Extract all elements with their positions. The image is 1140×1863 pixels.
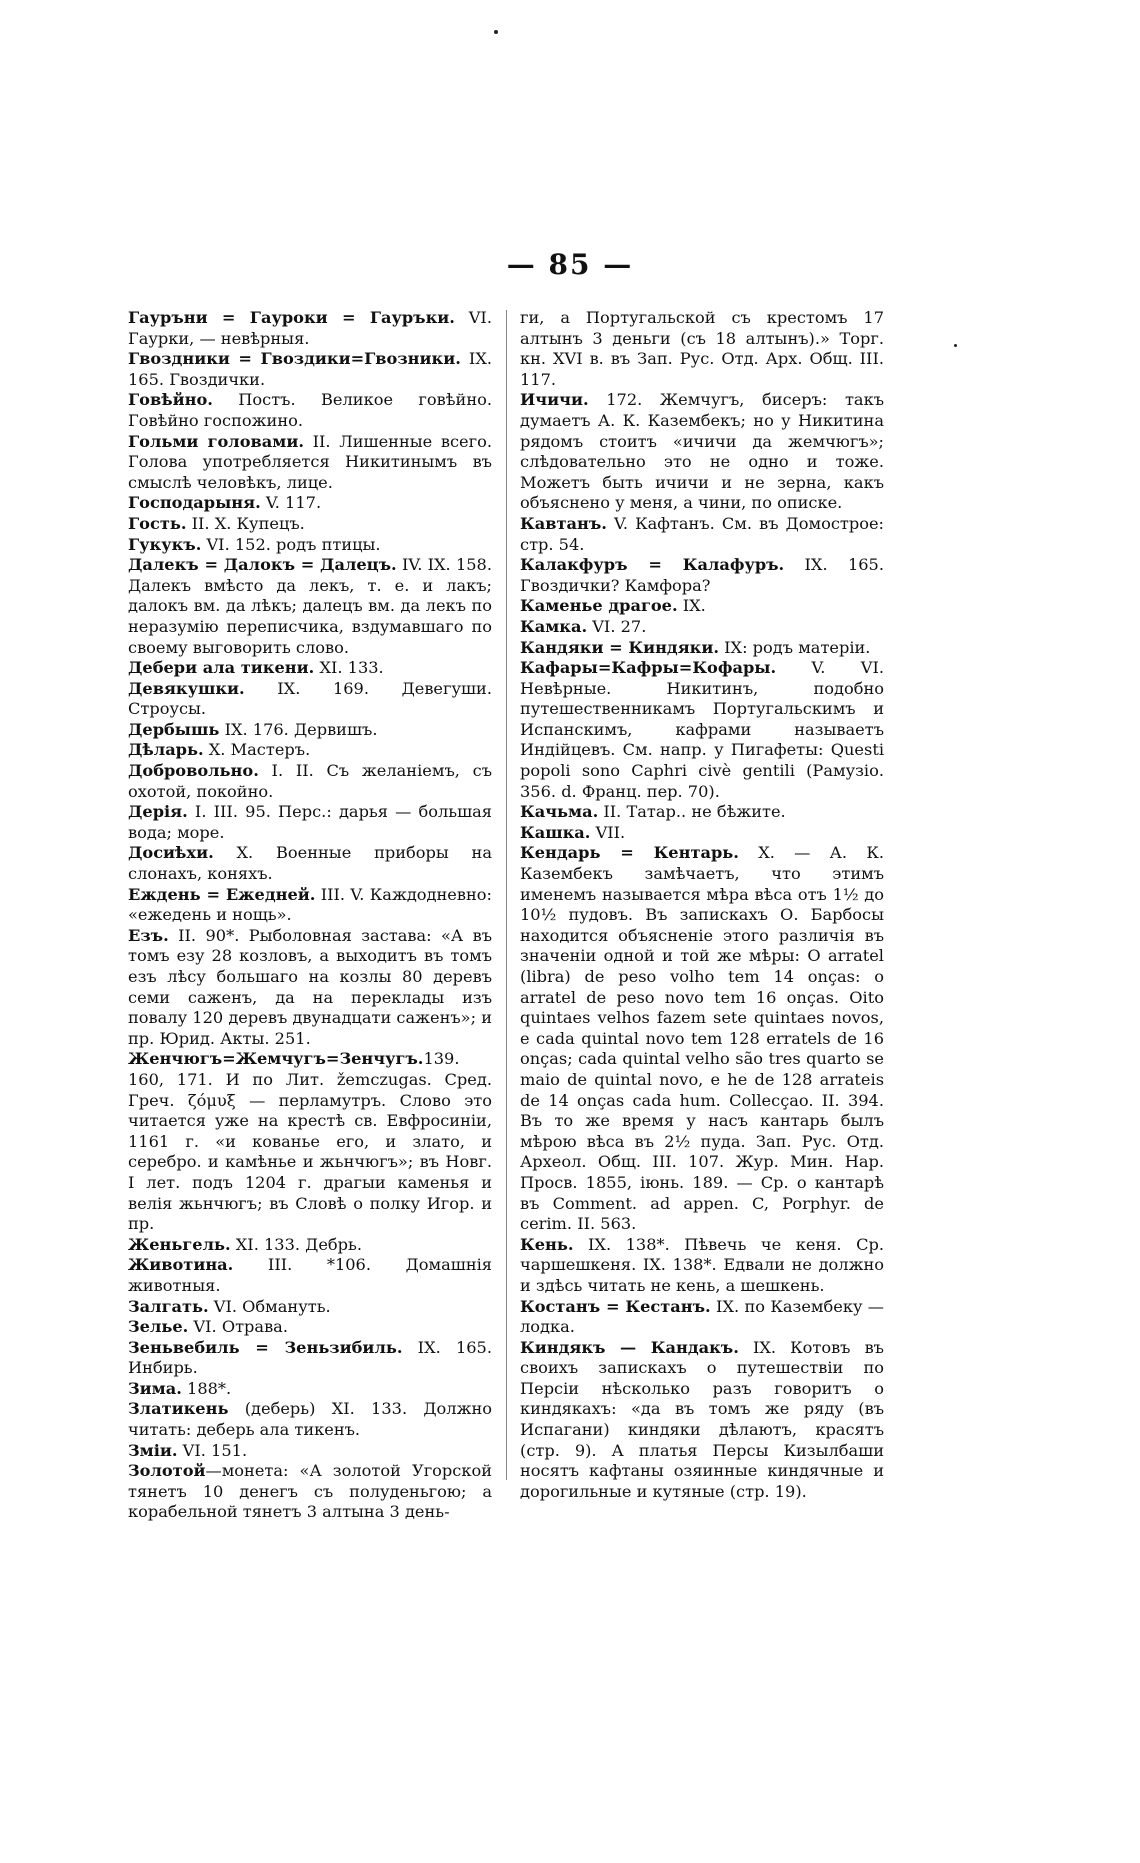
entry-definition: XI. 133. (314, 658, 384, 678)
entry-definition: VI. 27. (587, 616, 647, 636)
dictionary-entry (128, 1338, 492, 1379)
dictionary-entry (128, 926, 492, 1050)
entry-headword: Кашка. (520, 822, 591, 842)
entry-definition: IX. Котовъ въ своихъ запискахъ о путешествіи по Персіи нѣсколько разъ говоритъ о киндякахъ: «да въ томъ же ряду (въ Испагани) киндяки дѣлаютъ, красятъ (стр. 9). А платья Персы Кизылбаши носятъ кафтаны озяинные киндячные и дорогильные и кутяные (стр. 19). (520, 1337, 884, 1501)
entry-headword: Женьгель. (128, 1234, 231, 1254)
entry-headword: Киндякъ — Кандакъ. (520, 1337, 739, 1357)
page-number: — 85 — (506, 248, 634, 281)
entry-definition: I. III. 95. Перс.: дарья — большая вода; море. (128, 802, 492, 842)
entry-headword: Добровольно. (128, 761, 259, 781)
dictionary-entry (520, 823, 884, 844)
dictionary-entry (520, 308, 884, 390)
dictionary-entry (128, 802, 492, 843)
entry-definition: IX. 165. Инбирь. (128, 1337, 492, 1378)
dictionary-entry (128, 390, 492, 431)
entry-definition: III. *106. Домашнія животныя. (128, 1255, 492, 1295)
entry-definition: 139. 160, 171. И по Лит. žemczugas. Сред. Греч. ζόμυξ — перламутръ. Слово это читается уже на крестѣ св. Евфросиніи, 1161 г. «и кованье его, и злато, и серебро. и камѣнье и жьнчюгъ»; въ Новг. I лет. подъ 1204 г. драгыи каменья и велія жьнчюгъ; въ Словѣ о полку Игор. и пр. (128, 1049, 492, 1234)
entry-definition: VI. Обмануть. (208, 1296, 331, 1316)
dictionary-entry (520, 802, 884, 823)
entry-headword: Зеньвебиль = Зеньзибиль. (128, 1337, 403, 1357)
dictionary-entry (128, 740, 492, 761)
entry-definition: IX. 138*. Пѣвечь че кеня. Ср. чаршешкеня. IX. 138*. Едвали не должно и здѣсь читать не кень, а шешкень. (520, 1234, 884, 1295)
ink-speck (954, 344, 957, 347)
entry-headword: Животина. (128, 1255, 234, 1275)
dictionary-entry (128, 535, 492, 556)
entry-definition: VI. Гаурки, — невѣрныя. (128, 308, 492, 348)
entry-headword: Костанъ = Кестанъ. (520, 1296, 711, 1316)
dictionary-entry (128, 720, 492, 741)
entry-definition: ги, а Португальской съ крестомъ 17 алтынъ 3 деньги (съ 18 алтынъ).» Торг. кн. XVI в. въ Зап. Рус. Отд. Арх. Общ. III. 117. (520, 308, 884, 389)
entry-definition: II. Лишенные всего. Голова употребляется Никитинымъ въ смыслѣ человѣкъ, лице. (128, 431, 492, 492)
entry-definition: 188*. (181, 1378, 232, 1398)
dictionary-entry (520, 390, 884, 514)
entry-definition: II. X. Купецъ. (186, 513, 305, 533)
dictionary-entry (520, 843, 884, 1234)
entry-headword: Каменье драгое. (520, 596, 678, 616)
entry-headword: Кандяки = Киндяки. (520, 637, 720, 657)
entry-headword: Кавтанъ. (520, 513, 607, 533)
entry-headword: Зміи. (128, 1440, 178, 1460)
dictionary-entry (128, 308, 492, 349)
dictionary-entry (128, 843, 492, 884)
entry-definition: IX. 176. Дервишъ. (219, 719, 378, 739)
entry-definition: IX. 169. Девегуши. Строусы. (128, 678, 492, 719)
entry-headword: Еждень = Ежедней. (128, 884, 316, 904)
entry-definition: III. V. Каждодневно: «ежедень и нощь». (128, 884, 492, 925)
entry-headword: Езъ. (128, 925, 169, 945)
entry-definition: X. Военные приборы на слонахъ, коняхъ. (128, 843, 492, 884)
dictionary-entry (128, 432, 492, 494)
entry-headword: Гауръни = Гауроки = Гауръки. (128, 308, 455, 327)
entry-headword: Девякушки. (128, 678, 245, 698)
entry-definition: V. VI. Невѣрные. Никитинъ, подобно путешественникамъ Португальскимъ и Испанскимъ, кафрами называетъ Индійцевъ. См. напр. у Пигафеты: Questi popoli sono Caphri civè gentili (Рамузіо. 356. d. Франц. пер. 70). (520, 658, 884, 801)
entry-definition: X. Мастеръ. (203, 740, 311, 760)
entry-headword: Золотой (128, 1461, 206, 1481)
entry-definition: V. Кафтанъ. См. въ Домострое: стр. 54. (520, 513, 884, 554)
dictionary-entry (128, 761, 492, 802)
dictionary-entry (520, 658, 884, 802)
entry-definition: IV. IX. 158. Далекъ вмѣсто да лекъ, т. е. и лакъ; далокъ вм. да лѣкъ; далецъ вм. да лекъ по неразумію переписчика, вздумавшаго по своему выговорить слово. (128, 555, 492, 657)
dictionary-entry (520, 638, 884, 659)
entry-headword: Гукукъ. (128, 534, 202, 554)
entry-headword: Кафары=Кафры=Кофары. (520, 658, 777, 678)
dictionary-entry (128, 555, 492, 658)
dictionary-entry (128, 1317, 492, 1338)
entry-headword: Досиѣхи. (128, 843, 214, 863)
dictionary-entry (520, 596, 884, 617)
entry-definition: II. Татар.. не бѣжите. (598, 802, 786, 822)
entry-definition: VI. 151. (177, 1440, 248, 1460)
entry-definition: Постъ. Великое говѣйно. Говѣйно госпожино. (128, 390, 492, 430)
dictionary-entry (128, 1235, 492, 1256)
entry-definition: IX. (677, 596, 706, 616)
ink-speck (494, 30, 498, 34)
dictionary-entry (520, 555, 884, 596)
entry-headword: Говѣйно. (128, 390, 213, 410)
entry-headword: Ичичи. (520, 390, 589, 410)
dictionary-entry (128, 493, 492, 514)
dictionary-entry (128, 1049, 492, 1234)
entry-headword: Качьма. (520, 802, 599, 822)
entry-definition: VII. (590, 822, 626, 842)
entry-definition: V. 117. (260, 493, 322, 513)
entry-headword: Дерія. (128, 802, 188, 822)
entry-headword: Гость. (128, 513, 187, 533)
entry-definition: X. — А. К. Казембекъ замѣчаетъ, что этимъ именемъ называется мѣра вѣса отъ 1½ до 10½ пудовъ. Въ запискахъ О. Барбосы находится объясненіе этого различія въ значеніи одной и той же мѣры: O arratel (libra) de peso volho tem 14 onças: o arratel de peso novo tem 16 onças. Oito quintaes velhos fazem sete quintaes novos, e cada quintal novo tem 128 erratels de 16 onças; cada quintal velho são tres quarto se maio de quintal novo, e he de 128 arrateis de 14 onças cada hum. Collecçao. II. 394. Въ то же время у насъ кантарь былъ мѣрою вѣса въ 2½ пуда. Зап. Рус. Отд. Археол. Общ. III. 107. Жур. Мин. Нар. Просв. 1855, іюнь. 189. — Ср. о кантарѣ въ Comment. ad appen. C, Porphyr. de cerim. II. 563. (520, 843, 884, 1234)
entry-headword: Гвоздники = Гвоздики=Гвозники. (128, 349, 461, 369)
entry-headword: Господарыня. (128, 493, 261, 513)
entry-headword: Женчюгъ=Жемчугъ=Зенчугъ. (128, 1049, 424, 1069)
entry-definition: (деберь) XI. 133. Должно читать: деберь ала тикенъ. (128, 1399, 492, 1440)
entry-headword: Калакфуръ = Калафуръ. (520, 555, 785, 575)
dictionary-entry (128, 1461, 492, 1523)
entry-definition: I. II. Съ желаніемъ, съ охотой, покойно. (128, 761, 492, 801)
entry-headword: Зима. (128, 1378, 182, 1398)
entry-headword: Кень. (520, 1234, 574, 1254)
entry-headword: Камка. (520, 616, 588, 636)
dictionary-entry (128, 349, 492, 390)
entry-headword: Гольми головами. (128, 431, 304, 451)
entry-headword: Дѣларь. (128, 740, 204, 760)
dictionary-entry (128, 1297, 492, 1318)
entry-definition: VI. 152. родъ птицы. (201, 534, 381, 554)
dictionary-entry (128, 679, 492, 720)
entry-headword: Кендарь = Кентарь. (520, 843, 739, 863)
dictionary-entry (128, 1441, 492, 1462)
right-column (520, 308, 884, 1502)
entry-definition: —монета: «А золотой Угорской тянетъ 10 денегъ съ полуденьгою; а корабельной тянетъ 3 алтына 3 день- (128, 1461, 492, 1522)
dictionary-entry (128, 1399, 492, 1440)
left-column (128, 308, 492, 1523)
dictionary-entry (128, 885, 492, 926)
entry-definition: IX. 165. Гвоздички. (128, 349, 492, 389)
entry-headword: Дебери ала тикени. (128, 658, 315, 678)
entry-definition: XI. 133. Дебрь. (230, 1234, 362, 1254)
dictionary-entry (128, 514, 492, 535)
dictionary-entry (520, 514, 884, 555)
dictionary-entry (128, 1379, 492, 1400)
entry-headword: Далекъ = Далокъ = Далецъ. (128, 555, 397, 575)
dictionary-entry (520, 1297, 884, 1338)
dictionary-entry (128, 658, 492, 679)
entry-headword: Зелье. (128, 1317, 189, 1337)
entry-definition: IX. по Казембеку — лодка. (520, 1296, 884, 1337)
dictionary-entry (128, 1255, 492, 1296)
dictionary-entry (520, 1338, 884, 1503)
entry-definition: IX. 165. Гвоздички? Камфора? (520, 555, 884, 595)
entry-definition: VI. Отрава. (188, 1317, 288, 1337)
dictionary-entry (520, 1235, 884, 1297)
entry-headword: Златикень (128, 1399, 229, 1419)
entry-headword: Залгать. (128, 1296, 209, 1316)
entry-definition: 172. Жемчугъ, бисеръ: такъ думаетъ А. К. Казембекъ; но у Никитина рядомъ стоитъ «ичичи да жемчюгъ»; слѣдовательно это не одно и тоже. Можетъ быть ичичи и не зерна, какъ объяснено у меня, а чини, по описке. (520, 390, 884, 513)
column-divider (506, 310, 507, 1480)
dictionary-entry (520, 617, 884, 638)
entry-definition: IX: родъ матеріи. (719, 637, 871, 657)
entry-headword: Дербышь (128, 719, 220, 739)
entry-definition: II. 90*. Рыболовная застава: «А въ томъ езу 28 козловъ, а выходитъ въ томъ езъ лѣсу большаго на козлы 80 деревъ семи саженъ, да на переклады изъ повалу 120 деревъ двунадцати саженъ»; и пр. Юрид. Акты. 251. (128, 925, 492, 1048)
